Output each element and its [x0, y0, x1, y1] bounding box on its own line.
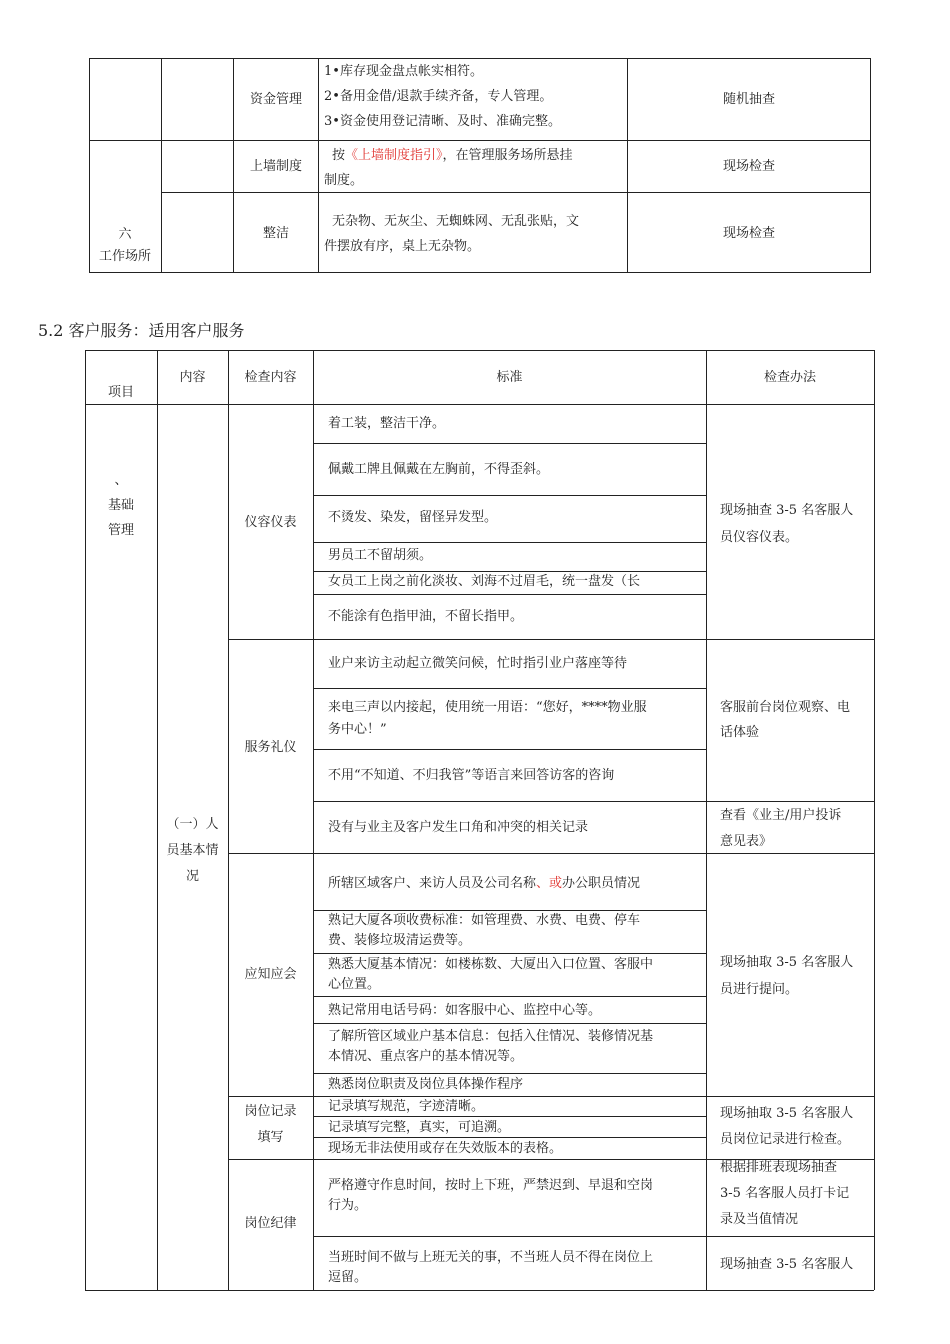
- method-line: 录及当值情况: [720, 1212, 799, 1227]
- method-line: 根据排班表现场抽查: [720, 1160, 838, 1175]
- section-number: 六: [118, 227, 132, 242]
- standard-line: 熟悉岗位职责及岗位具体操作程序: [328, 1077, 524, 1092]
- method-line: 现场抽取 3-5 名客服人: [720, 1106, 854, 1121]
- project-mark: 、: [114, 473, 128, 488]
- standard-line: 熟记常用电话号码：如客服中心、监控中心等。: [328, 1003, 602, 1018]
- method-line: 话体验: [720, 725, 760, 740]
- standard-line: 不能涂有色指甲油，不留长指甲。: [328, 609, 524, 624]
- check-method: 现场检查: [722, 159, 775, 174]
- method-line: 员进行提问。: [720, 982, 799, 997]
- standard-line: 行为。: [328, 1198, 368, 1213]
- header-content: 内容: [179, 370, 206, 385]
- standard-line: 2•备用金借/退款手续齐备，专人管理。: [324, 89, 553, 104]
- standard-line: 记录填写完整，真实，可追溯。: [328, 1120, 511, 1135]
- standard-line: 业户来访主动起立微笑问候，忙时指引业户落座等待: [328, 656, 628, 671]
- method-line: 意见表》: [720, 834, 773, 849]
- check-item-funds: 资金管理: [249, 92, 302, 107]
- standard-line: 制度。: [324, 173, 364, 188]
- standard-line: 男员工不留胡须。: [328, 548, 433, 563]
- check-appearance: 仪容仪表: [244, 515, 297, 530]
- header-method: 检查办法: [763, 370, 816, 385]
- content-label: （一）人: [166, 817, 219, 832]
- check-discipline: 岗位纪律: [244, 1216, 297, 1231]
- standard-line: 熟记大厦各项收费标准：如管理费、水费、电费、停车: [328, 913, 641, 928]
- header-check-content: 检查内容: [244, 370, 297, 385]
- check-item-tidiness: 整洁: [262, 226, 289, 241]
- content-label: 况: [185, 869, 199, 884]
- standard-line: 件摆放有序，桌上无杂物。: [324, 239, 481, 254]
- standard-line: 了解所管区域业户基本信息：包括入住情况、装修情况基: [328, 1029, 654, 1044]
- standard-line: 佩戴工牌且佩戴在左胸前，不得歪斜。: [328, 462, 550, 477]
- standard-line: 记录填写规范，字迹清晰。: [328, 1099, 485, 1114]
- standard-line: 来电三声以内接起，使用统一用语：“您好，****物业服: [328, 700, 647, 715]
- standard-line: 无杂物、无灰尘、无蜘蛛网、无乱张贴，文: [332, 214, 580, 229]
- standard-line: 本情况、重点客户的基本情况等。: [328, 1049, 524, 1064]
- method-line: 现场抽查 3-5 名客服人: [720, 503, 854, 518]
- check-item-wall-rules: 上墙制度: [249, 159, 302, 174]
- method-line: 查看《业主/用户投诉: [720, 808, 842, 823]
- project-label: 管理: [107, 523, 134, 538]
- standard-line: 1•库存现金盘点帐实相符。: [324, 64, 483, 79]
- method-line: 员仪容仪表。: [720, 530, 799, 545]
- check-records: 岗位记录: [244, 1104, 297, 1119]
- method-line: 3-5 名客服人员打卡记: [720, 1186, 850, 1201]
- check-knowledge: 应知应会: [244, 967, 297, 982]
- method-line: 现场抽取 3-5 名客服人: [720, 955, 854, 970]
- header-standard: 标准: [496, 370, 523, 385]
- check-method: 随机抽查: [722, 92, 775, 107]
- section-name: 工作场所: [98, 249, 151, 264]
- standard-line: 熟悉大厦基本情况：如楼栋数、大厦出入口位置、客服中: [328, 957, 654, 972]
- method-line: 现场抽查 3-5 名客服人: [720, 1257, 854, 1272]
- standard-line: 3•资金使用登记清晰、及时、准确完整。: [324, 114, 561, 129]
- check-method: 现场检查: [722, 226, 775, 241]
- standard-line: 费、装修垃圾清运费等。: [328, 933, 472, 948]
- content-label: 员基本情: [166, 843, 219, 858]
- standard-line: 务中心！”: [328, 722, 387, 737]
- header-project: 项目: [107, 385, 134, 400]
- method-line: 员岗位记录进行检查。: [720, 1132, 851, 1147]
- standard-line: 着工装，整洁干净。: [328, 416, 446, 431]
- standard-line: 当班时间不做与上班无关的事，不当班人员不得在岗位上: [328, 1250, 654, 1265]
- method-line: 客服前台岗位观察、电: [720, 700, 851, 715]
- standard-line: 女员工上岗之前化淡妆、刘海不过眉毛，统一盘发（长: [328, 574, 641, 589]
- section-heading: 5.2 客户服务：适用客户服务: [38, 321, 245, 340]
- standard-line: 严格遵守作息时间，按时上下班，严禁迟到、早退和空岗: [328, 1178, 654, 1193]
- standard-line: 不用“不知道、不归我管”等语言来回答访客的咨询: [328, 768, 615, 783]
- project-label: 基础: [107, 498, 134, 513]
- standard-line: 没有与业主及客户发生口角和冲突的相关记录: [328, 820, 589, 835]
- standard-line: 所辖区域客户、来访人员及公司名称、或办公职员情况: [328, 876, 641, 891]
- standard-text: 按《上墙制度指引》，在管理服务场所悬挂: [332, 148, 573, 163]
- standard-line: 不烫发、染发，留怪异发型。: [328, 510, 498, 525]
- check-records: 填写: [257, 1130, 284, 1145]
- standard-line: 心位置。: [328, 977, 381, 992]
- standard-line: 现场无非法使用或存在失效版本的表格。: [328, 1141, 563, 1156]
- standard-line: 逗留。: [328, 1270, 368, 1285]
- standard-highlight: 《上墙制度指引》: [345, 148, 443, 163]
- check-etiquette: 服务礼仪: [244, 740, 297, 755]
